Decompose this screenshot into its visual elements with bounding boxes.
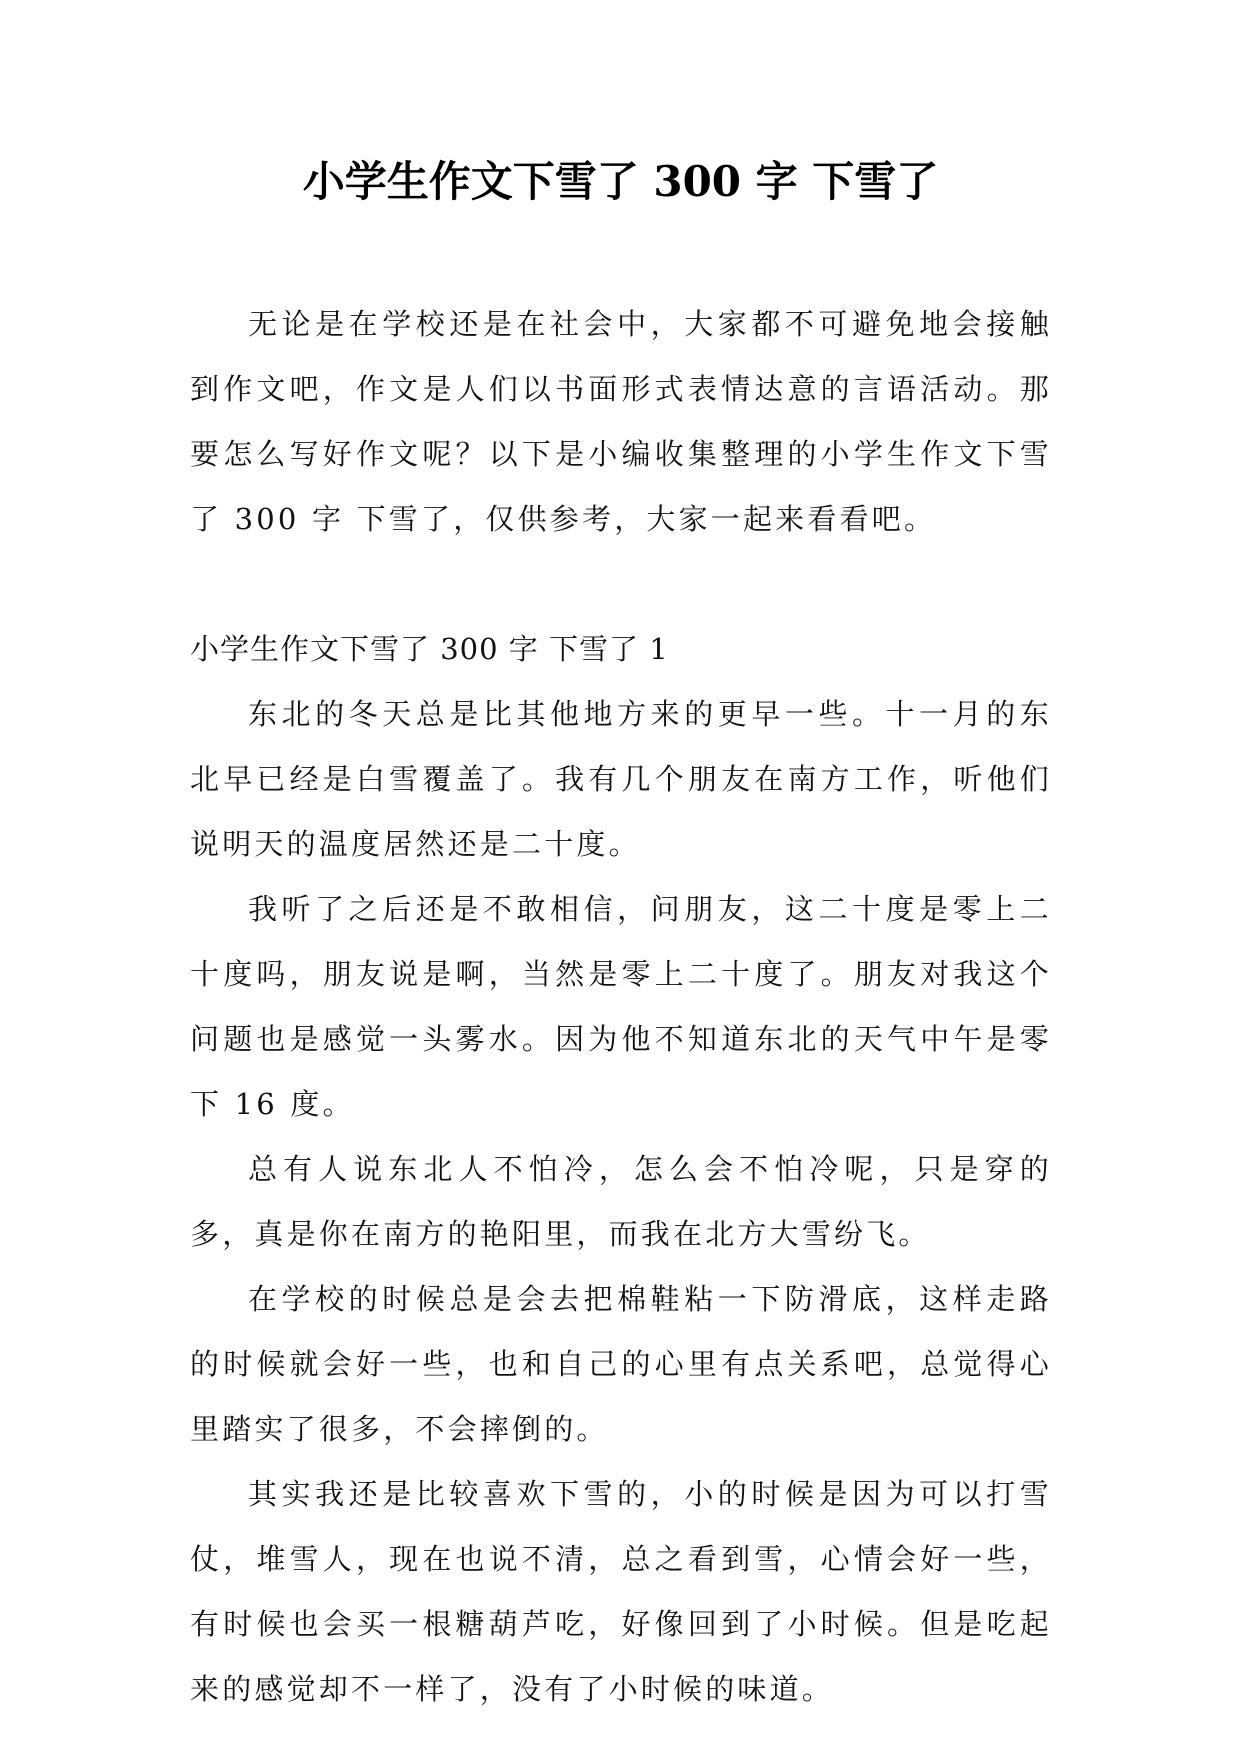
body-paragraph: 其实我还是比较喜欢下雪的，小的时候是因为可以打雪仗，堆雪人，现在也说不清，总之看到雪，心情会好一些，有时候也会买一根糖葫芦吃，好像回到了小时候。但是吃起来的感觉却不一样了，没有了小时候的味道。 [190,1477,1052,1706]
document-body [190,292,1052,1722]
body-paragraph: 在学校的时候总是会去把棉鞋粘一下防滑底，这样走路的时候就会好一些，也和自己的心里有点关系吧，总觉得心里踏实了很多，不会摔倒的。 [190,1282,1052,1446]
body-paragraph: 总有人说东北人不怕冷，怎么会不怕冷呢，只是穿的多，真是你在南方的艳阳里，而我在北方大雪纷飞。 [190,1152,1052,1251]
body-paragraph: 东北的冬天总是比其他地方来的更早一些。十一月的东北早已经是白雪覆盖了。我有几个朋友在南方工作，听他们说明天的温度居然还是二十度。 [190,697,1052,861]
intro-paragraph: 无论是在学校还是在社会中，大家都不可避免地会接触到作文吧，作文是人们以书面形式表情达意的言语活动。那要怎么写好作文呢？以下是小编收集整理的小学生作文下雪了 300 字 下雪了，仅供参考，大家一起来看看吧。 [190,307,1052,536]
document-title: 小学生作文下雪了 300 字 下雪了 [302,157,939,206]
body-paragraph: 我听了之后还是不敢相信，问朋友，这二十度是零上二十度吗，朋友说是啊，当然是零上二十度了。朋友对我这个问题也是感觉一头雾水。因为他不知道东北的天气中午是零下 16 度。 [190,892,1052,1121]
section-heading: 小学生作文下雪了 300 字 下雪了 1 [190,632,669,666]
